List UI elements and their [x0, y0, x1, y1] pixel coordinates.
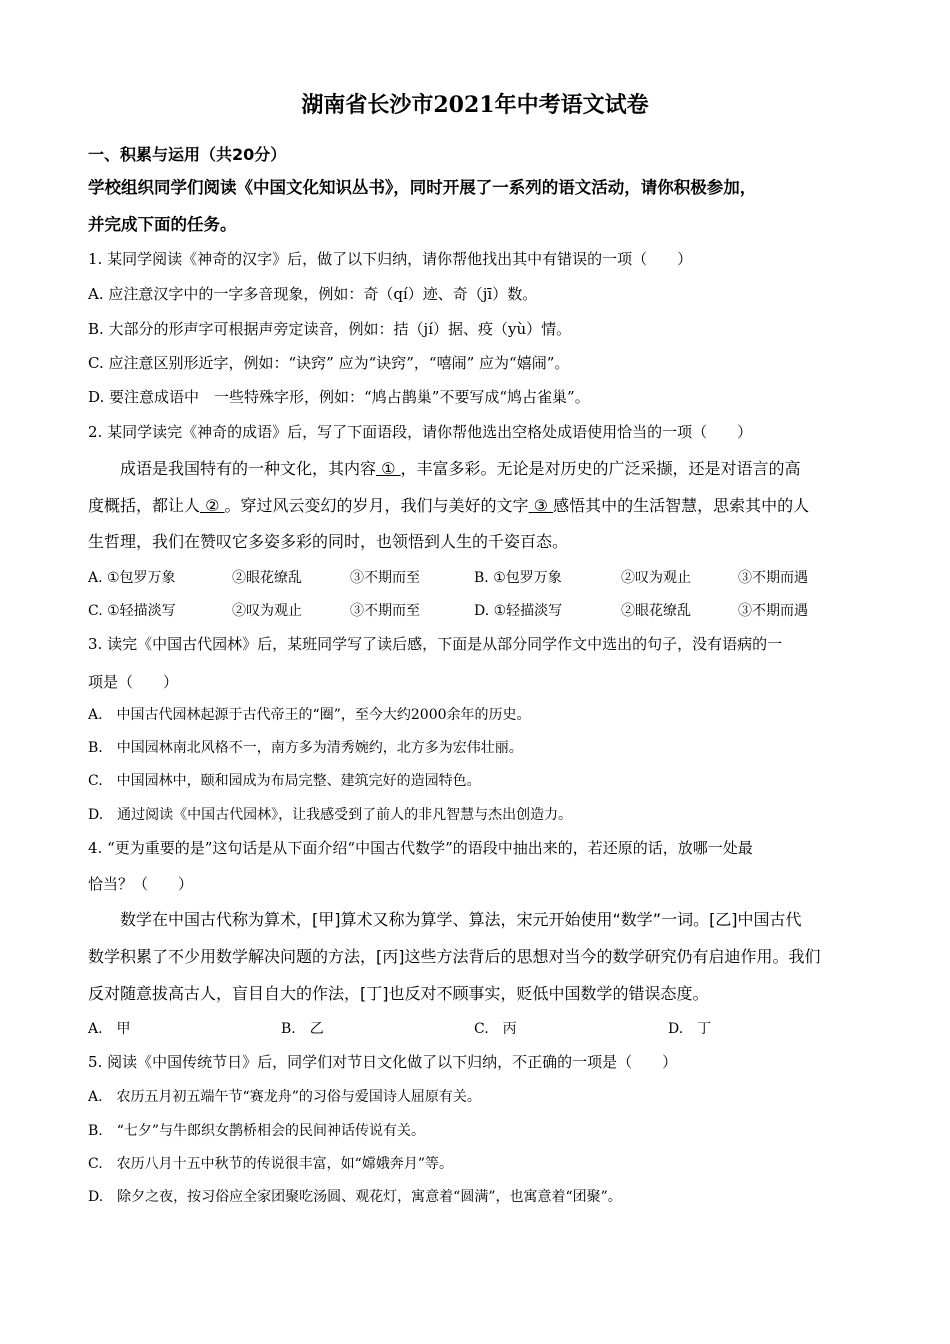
- question-2-option-c-3: ③不期而至: [350, 603, 420, 619]
- question-2-paragraph-line1: [120, 459, 801, 479]
- question-2-option-c: C. ①轻描淡写: [88, 603, 176, 619]
- question-1-option-d: D. 要注意成语中 一些特殊字形，例如：“鸠占鹊巢”不要写成“鸠占雀巢”。: [88, 388, 590, 406]
- blank-1-label: ①: [381, 459, 396, 478]
- question-2-option-d-2: ②眼花缭乱: [621, 603, 691, 619]
- question-2-option-d-3: ③不期而遇: [738, 603, 808, 619]
- question-4-stem-line2: 恰当？（ ）: [88, 875, 194, 893]
- question-3-option-b: B. 中国园林南北风格不一，南方多为清秀婉约，北方多为宏伟壮丽。: [88, 740, 523, 756]
- question-2-option-c-2: ②叹为观止: [232, 603, 302, 619]
- question-1-option-a: A. 应注意汉字中的一字多音现象，例如：奇（qí）迹、奇（jī）数。: [88, 285, 538, 303]
- paragraph-text: 度概括，都让人: [88, 496, 201, 515]
- question-3-option-c: C. 中国园林中，颐和园成为布局完整、建筑完好的造园特色。: [88, 773, 481, 789]
- section-intro-line2: 并完成下面的任务。: [88, 215, 237, 234]
- question-2-option-a-2: ②眼花缭乱: [232, 570, 302, 586]
- question-2-paragraph-line2: [88, 496, 809, 516]
- question-2-option-b-2: ②叹为观止: [621, 570, 691, 586]
- question-5-stem: 5. 阅读《中国传统节日》后，同学们对节日文化做了以下归纳，不正确的一项是（ ）: [88, 1053, 678, 1071]
- question-4-option-b: B. 乙: [281, 1021, 324, 1037]
- blank-1: [376, 459, 401, 478]
- question-4-stem-line1: 4. “更为重要的是”这句话是从下面介绍“中国古代数学”的语段中抽出来的，若还原的话，放哪一处最: [88, 839, 753, 857]
- question-1-option-b: B. 大部分的形声字可根据声旁定读音，例如：拮（jí）据、疫（yù）情。: [88, 320, 572, 338]
- paragraph-text: 感悟其中的生活智慧，思索其中的人: [553, 496, 810, 515]
- question-5-option-c: C. 农历八月十五中秋节的传说很丰富，如“嫦娥奔月”等。: [88, 1156, 453, 1172]
- section-intro-line1: 学校组织同学们阅读《中国文化知识丛书》，同时开展了一系列的语文活动，请你积极参加，: [88, 178, 757, 197]
- question-2-stem: 2. 某同学读完《神奇的成语》后，写了下面语段，请你帮他选出空格处成语使用恰当的一项（ ）: [88, 423, 753, 441]
- question-5-option-b: B. “七夕”与牛郎织女鹊桥相会的民间神话传说有关。: [88, 1123, 426, 1139]
- question-4-paragraph-line1: 数学在中国古代称为算术，[甲]算术又称为算学、算法，宋元开始使用“数学”一词。[乙]中国古代: [120, 910, 802, 929]
- question-2-option-a-3: ③不期而至: [350, 570, 420, 586]
- blank-2: [200, 496, 225, 515]
- paragraph-text: 。穿过风云变幻的岁月，我们与美好的文字: [224, 496, 529, 515]
- question-2-option-d: D. ①轻描淡写: [474, 603, 563, 619]
- question-3-stem-line1: 3. 读完《中国古代园林》后，某班同学写了读后感，下面是从部分同学作文中选出的句子，没有语病的一: [88, 635, 783, 653]
- question-1-stem: 1. 某同学阅读《神奇的汉字》后，做了以下归纳，请你帮他找出其中有错误的一项（ ）: [88, 250, 693, 268]
- option-part: A. ①包罗万象: [88, 570, 176, 586]
- question-4-option-a: A. 甲: [88, 1021, 131, 1037]
- question-2-option-b-3: ③不期而遇: [738, 570, 808, 586]
- question-5-option-a: A. 农历五月初五端午节“赛龙舟”的习俗与爱国诗人屈原有关。: [88, 1089, 481, 1105]
- question-4-option-c: C. 丙: [474, 1021, 517, 1037]
- blank-3-label: ③: [533, 496, 548, 515]
- question-3-option-d: D. 通过阅读《中国古代园林》，让我感受到了前人的非凡智慧与杰出创造力。: [88, 807, 573, 823]
- question-4-paragraph-line3: 反对随意拔高古人，盲目自大的作法，[丁]也反对不顾事实，贬低中国数学的错误态度。: [88, 984, 709, 1003]
- question-4-option-d: D. 丁: [668, 1021, 712, 1037]
- blank-2-label: ②: [205, 496, 220, 515]
- question-3-stem-line2: 项是（ ）: [88, 673, 179, 691]
- question-3-option-a: A. 中国古代园林起源于古代帝王的“圈”，至今大约2000余年的历史。: [88, 707, 531, 723]
- question-2-option-b: B. ①包罗万象: [474, 570, 562, 586]
- question-4-paragraph-line2: 数学积累了不少用数学解决问题的方法，[丙]这些方法背后的思想对当今的数学研究仍有启迪作用。我们: [88, 947, 821, 966]
- section-heading: 一、积累与运用（共20分）: [88, 145, 287, 164]
- blank-3: [529, 496, 554, 515]
- question-1-option-c: C. 应注意区别形近字，例如：“诀窍” 应为“诀窍”，“嘻闹” 应为“嬉闹”。: [88, 354, 570, 372]
- page-title: 湖南省长沙市2021年中考语文试卷: [301, 92, 649, 118]
- paragraph-text: 成语是我国特有的一种文化，其内容: [120, 459, 377, 478]
- question-2-paragraph-line3: 生哲理，我们在赞叹它多姿多彩的同时，也领悟到人生的千姿百态。: [88, 532, 569, 551]
- question-2-option-a: [88, 568, 176, 588]
- paragraph-text: ，丰富多彩。无论是对历史的广泛采撷，还是对语言的高: [400, 459, 801, 478]
- question-5-option-d: D. 除夕之夜，按习俗应全家团聚吃汤圆、观花灯，寓意着“圆满”，也寓意着“团聚”。: [88, 1189, 622, 1205]
